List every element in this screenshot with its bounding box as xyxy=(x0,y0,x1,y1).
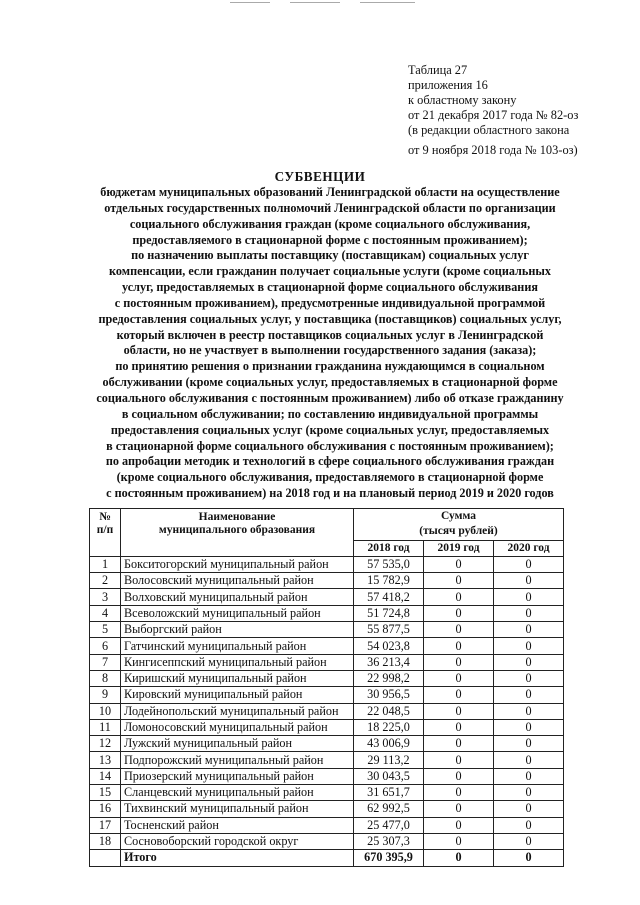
table-row xyxy=(90,589,564,605)
table-row xyxy=(90,768,564,784)
amount-2019: 0 xyxy=(424,638,494,654)
table-row xyxy=(90,785,564,801)
municipality-name: Выборгский район xyxy=(121,622,354,638)
amount-2020: 0 xyxy=(494,703,564,719)
table-row xyxy=(90,703,564,719)
column-header-sum: Сумма xyxy=(354,509,564,525)
amount-2020: 0 xyxy=(494,768,564,784)
subtitle-line: предоставления социальных услуг, у поставщика (поставщиков) социальных услуг, xyxy=(98,311,562,326)
row-number: 8 xyxy=(90,670,121,686)
amount-2020: 0 xyxy=(494,801,564,817)
appendix-reference xyxy=(408,63,633,158)
reference-line: от 21 декабря 2017 года № 82-оз xyxy=(408,108,579,122)
subtitle-line: бюджетам муниципальных образований Ленинградской области на осуществление xyxy=(100,185,560,199)
subtitle-line: по апробации методик и технологий в сфере социального обслуживания граждан xyxy=(105,454,555,469)
reference-line: (в редакции областного закона xyxy=(408,123,570,137)
municipality-name: Лодейнопольский муниципальный район xyxy=(121,703,354,719)
subtitle-line: который включен в реестр поставщиков социальных услуг в Ленинградской xyxy=(116,327,544,342)
amount-2019: 0 xyxy=(424,556,494,572)
municipality-name: Гатчинский муниципальный район xyxy=(121,638,354,654)
amount-2018: 25 477,0 xyxy=(354,817,424,833)
row-number: 10 xyxy=(90,703,121,719)
amount-2019: 0 xyxy=(424,687,494,703)
amount-2019: 0 xyxy=(424,573,494,589)
table-row xyxy=(90,670,564,686)
amount-2018: 36 213,4 xyxy=(354,654,424,670)
row-number: 12 xyxy=(90,736,121,752)
table-row xyxy=(90,654,564,670)
amount-2018: 18 225,0 xyxy=(354,719,424,735)
amount-2019: 0 xyxy=(424,801,494,817)
municipality-name: Тихвинский муниципальный район xyxy=(121,801,354,817)
amount-2019: 0 xyxy=(424,736,494,752)
subtitle-line: предоставляемого в стационарной форме с постоянным проживанием); xyxy=(132,232,528,247)
amount-2020: 0 xyxy=(494,670,564,686)
column-header-sum-unit: (тысяч рублей) xyxy=(354,524,564,540)
total-number-blank xyxy=(90,850,121,866)
municipality-name: Приозерский муниципальный район xyxy=(121,768,354,784)
table-row xyxy=(90,622,564,638)
row-number: 15 xyxy=(90,785,121,801)
total-label: Итого xyxy=(121,850,354,866)
subtitle-line: социального обслуживания с постоянным проживанием) либо об отказе гражданину xyxy=(96,390,564,405)
amount-2018: 22 998,2 xyxy=(354,670,424,686)
amount-2018: 62 992,5 xyxy=(354,801,424,817)
row-number: 7 xyxy=(90,654,121,670)
amount-2019: 0 xyxy=(424,605,494,621)
amount-2018: 51 724,8 xyxy=(354,605,424,621)
amount-2018: 43 006,9 xyxy=(354,736,424,752)
amount-2018: 25 307,3 xyxy=(354,833,424,849)
amount-2019: 0 xyxy=(424,654,494,670)
row-number: 2 xyxy=(90,573,121,589)
subtitle-line: социального обслуживания граждан (кроме социального обслуживания, xyxy=(129,216,531,231)
table-row xyxy=(90,638,564,654)
amount-2020: 0 xyxy=(494,589,564,605)
reference-line: приложения 16 xyxy=(408,78,488,92)
subtitle-line: обслуживании (кроме социальных услуг, предоставляемых в стационарной форме xyxy=(102,375,558,390)
amount-2018: 22 048,5 xyxy=(354,703,424,719)
row-number: 6 xyxy=(90,638,121,654)
municipality-name: Киришский муниципальный район xyxy=(121,670,354,686)
amount-2019: 0 xyxy=(424,703,494,719)
column-header-2019: 2019 год xyxy=(424,540,494,556)
amount-2018: 29 113,2 xyxy=(354,752,424,768)
row-number: 9 xyxy=(90,687,121,703)
municipality-name: Волховский муниципальный район xyxy=(121,589,354,605)
amount-2020: 0 xyxy=(494,638,564,654)
amount-2020: 0 xyxy=(494,736,564,752)
row-number: 17 xyxy=(90,817,121,833)
amount-2018: 31 651,7 xyxy=(354,785,424,801)
table-row xyxy=(90,736,564,752)
reference-line: к областному закону xyxy=(408,93,517,107)
subtitle-line: предоставления социальных услуг (кроме социальных услуг, предоставляемых xyxy=(110,422,550,437)
row-number: 1 xyxy=(90,556,121,572)
amount-2018: 55 877,5 xyxy=(354,622,424,638)
amount-2019: 0 xyxy=(424,785,494,801)
table-row xyxy=(90,801,564,817)
subtitle-line: с постоянным проживанием), предусмотренные индивидуальной программой xyxy=(114,295,546,310)
amount-2020: 0 xyxy=(494,605,564,621)
amount-2018: 15 782,9 xyxy=(354,573,424,589)
amount-2020: 0 xyxy=(494,573,564,589)
row-number: 4 xyxy=(90,605,121,621)
table-body xyxy=(90,556,564,866)
amount-2018: 54 023,8 xyxy=(354,638,424,654)
row-number: 5 xyxy=(90,622,121,638)
subtitle-line: в социальном обслуживании; по составлению индивидуальной программы xyxy=(121,406,539,421)
total-2018: 670 395,9 xyxy=(354,850,424,866)
total-2019: 0 xyxy=(424,850,494,866)
column-header-number: № п/п xyxy=(90,509,121,557)
subtitle-line: услуг, предоставляемых в стационарной форме социального обслуживания xyxy=(122,280,538,295)
column-header-name: Наименование муниципального образования xyxy=(121,509,354,557)
municipality-name: Сосновоборский городской округ xyxy=(121,833,354,849)
amount-2020: 0 xyxy=(494,817,564,833)
document-subtitle xyxy=(60,185,600,502)
amount-2019: 0 xyxy=(424,833,494,849)
amount-2020: 0 xyxy=(494,687,564,703)
subtitle-line: по назначению выплаты поставщику (поставщикам) социальных услуг xyxy=(131,248,529,263)
municipality-name: Лужский муниципальный район xyxy=(121,736,354,752)
table-row xyxy=(90,833,564,849)
amount-2019: 0 xyxy=(424,817,494,833)
table-row xyxy=(90,687,564,703)
subtitle-line: в стационарной форме социального обслуживания с постоянным проживанием); xyxy=(106,438,554,453)
amount-2019: 0 xyxy=(424,589,494,605)
amount-2020: 0 xyxy=(494,556,564,572)
amount-2020: 0 xyxy=(494,719,564,735)
subtitle-line: отдельных государственных полномочий Ленинградской области по организации xyxy=(104,200,556,215)
subventions-table xyxy=(89,508,564,867)
column-header-2018: 2018 год xyxy=(354,540,424,556)
municipality-name: Волосовский муниципальный район xyxy=(121,573,354,589)
table-row xyxy=(90,573,564,589)
amount-2018: 30 043,5 xyxy=(354,768,424,784)
amount-2019: 0 xyxy=(424,670,494,686)
amount-2020: 0 xyxy=(494,622,564,638)
amount-2020: 0 xyxy=(494,752,564,768)
amount-2020: 0 xyxy=(494,654,564,670)
subtitle-line: по принятию решения о признании гражданина нуждающимся в социальном xyxy=(115,359,545,374)
column-header-2020: 2020 год xyxy=(494,540,564,556)
municipality-name: Подпорожский муниципальный район xyxy=(121,752,354,768)
table-row xyxy=(90,556,564,572)
amount-2018: 57 418,2 xyxy=(354,589,424,605)
subtitle-line: (кроме социального обслуживания, предоставляемого в стационарной форме xyxy=(116,470,544,485)
municipality-name: Бокситогорский муниципальный район xyxy=(121,556,354,572)
row-number: 18 xyxy=(90,833,121,849)
row-number: 11 xyxy=(90,719,121,735)
reference-line: Таблица 27 xyxy=(408,63,468,77)
total-row xyxy=(90,850,564,866)
municipality-name: Тосненский район xyxy=(121,817,354,833)
amount-2019: 0 xyxy=(424,622,494,638)
table-row xyxy=(90,817,564,833)
total-2020: 0 xyxy=(494,850,564,866)
amount-2018: 57 535,0 xyxy=(354,556,424,572)
municipality-name: Кингисеппский муниципальный район xyxy=(121,654,354,670)
row-number: 14 xyxy=(90,768,121,784)
amount-2020: 0 xyxy=(494,833,564,849)
row-number: 3 xyxy=(90,589,121,605)
subtitle-line: с постоянным проживанием) на 2018 год и на плановый период 2019 и 2020 годов xyxy=(106,486,554,501)
table-row xyxy=(90,752,564,768)
amount-2019: 0 xyxy=(424,719,494,735)
subtitle-line: компенсации, если гражданин получает социальные услуги (кроме социальных xyxy=(109,264,551,279)
row-number: 13 xyxy=(90,752,121,768)
amount-2019: 0 xyxy=(424,752,494,768)
scan-edge-marks xyxy=(230,2,420,5)
municipality-name: Ломоносовский муниципальный район xyxy=(121,719,354,735)
table-row xyxy=(90,719,564,735)
municipality-name: Всеволожский муниципальный район xyxy=(121,605,354,621)
amount-2018: 30 956,5 xyxy=(354,687,424,703)
table-row xyxy=(90,605,564,621)
amount-2020: 0 xyxy=(494,785,564,801)
document-title: СУБВЕНЦИИ xyxy=(274,169,366,184)
reference-line: от 9 ноября 2018 года № 103-оз) xyxy=(408,143,578,157)
subtitle-line: области, но не участвует в выполнении государственного задания (заказа); xyxy=(123,343,537,358)
row-number: 16 xyxy=(90,801,121,817)
municipality-name: Сланцевский муниципальный район xyxy=(121,785,354,801)
municipality-name: Кировский муниципальный район xyxy=(121,687,354,703)
amount-2019: 0 xyxy=(424,768,494,784)
